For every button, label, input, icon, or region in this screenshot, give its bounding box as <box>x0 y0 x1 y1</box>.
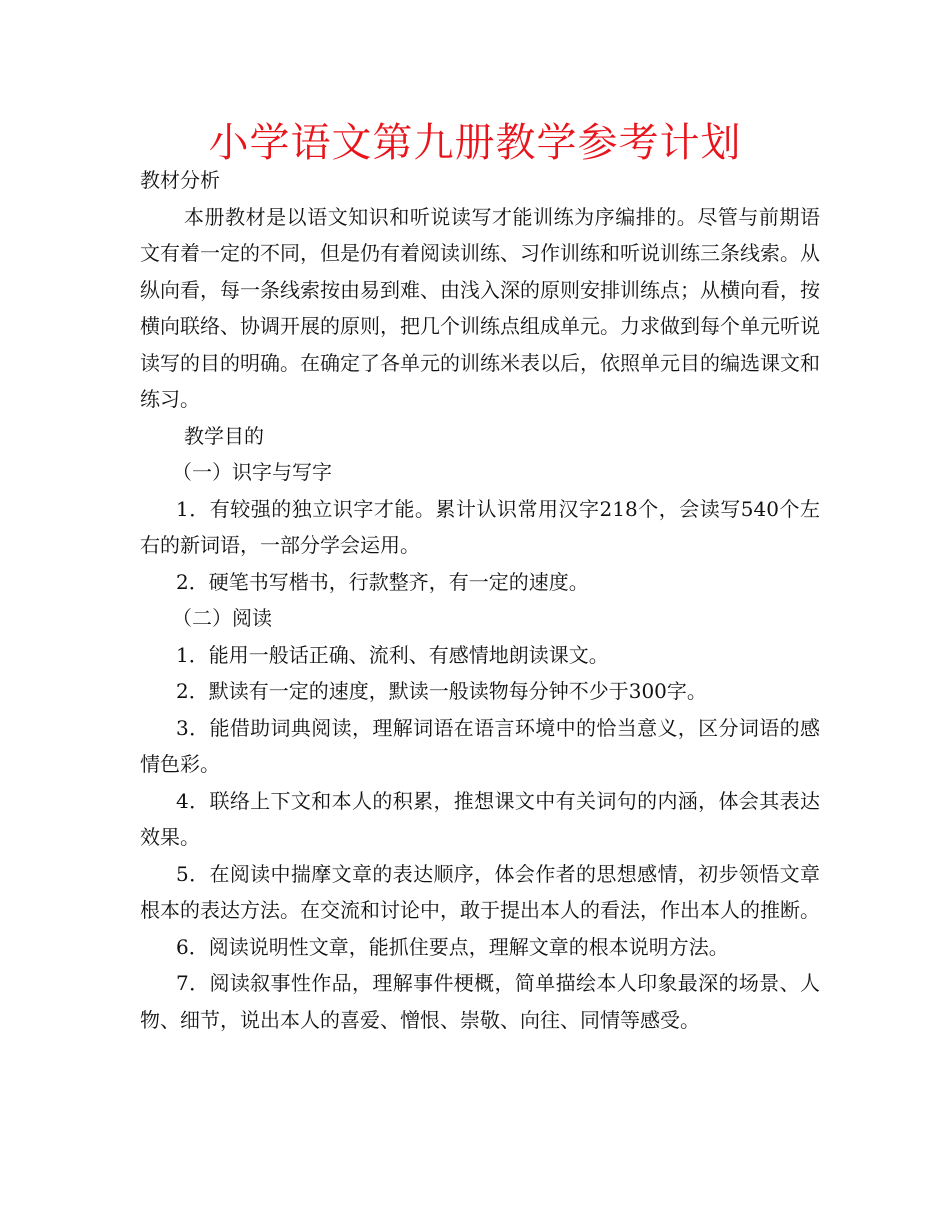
subheading-reading: （二）阅读 <box>172 606 272 630</box>
list-item: 7．阅读叙事性作品，理解事件梗概，简单描绘本人印象最深的场景、人物、细节，说出本人的喜爱、憎恨、崇敬、向往、同情等感受。 <box>140 971 820 1032</box>
document-body <box>140 162 820 1038</box>
list-item: 1．能用一般话正确、流利、有感情地朗读课文。 <box>176 642 609 667</box>
list-item: 4．联络上下文和本人的积累，推想课文中有关词句的内涵，体会其表达效果。 <box>140 788 820 849</box>
list-item: 3．能借助词典阅读，理解词语在语言环境中的恰当意义，区分词语的感情色彩。 <box>140 715 820 776</box>
paragraph-material-analysis: 本册教材是以语文知识和听说读写才能训练为序编排的。尽管与前期语文有着一定的不同，但是仍有着阅读训练、习作训练和听说训练三条线索。从纵向看，每一条线索按由易到难、由浅入深的原则安排训练点；从横向看，按横向联络、协调开展的原则，把几个训练点组成单元。力求做到每个单元听说读写的目的明确。在确定了各单元的训练米表以后，依照单元目的编选课文和练习。 <box>140 204 820 411</box>
list-item: 2．硬笔书写楷书，行款整齐，有一定的速度。 <box>176 569 589 594</box>
document-title: 小学语文第九册教学参考计划 <box>208 120 742 166</box>
list-item: 1．有较强的独立识字才能。累计认识常用汉字218个，会读写540个左右的新词语，一部分学会运用。 <box>140 496 820 557</box>
list-item: 2．默读有一定的速度，默读一般读物每分钟不少于300字。 <box>176 679 707 703</box>
list-item: 6．阅读说明性文章，能抓住要点，理解文章的根本说明方法。 <box>176 934 729 959</box>
section-heading-goals: 教学目的 <box>184 423 264 448</box>
section-heading-material: 教材分析 <box>140 168 220 192</box>
list-item: 5．在阅读中揣摩文章的表达顺序，体会作者的思想感情，初步领悟文章根本的表达方法。在交流和讨论中，敢于提出本人的看法，作出本人的推断。 <box>140 861 820 922</box>
subheading-literacy: （一）识字与写字 <box>172 460 332 484</box>
